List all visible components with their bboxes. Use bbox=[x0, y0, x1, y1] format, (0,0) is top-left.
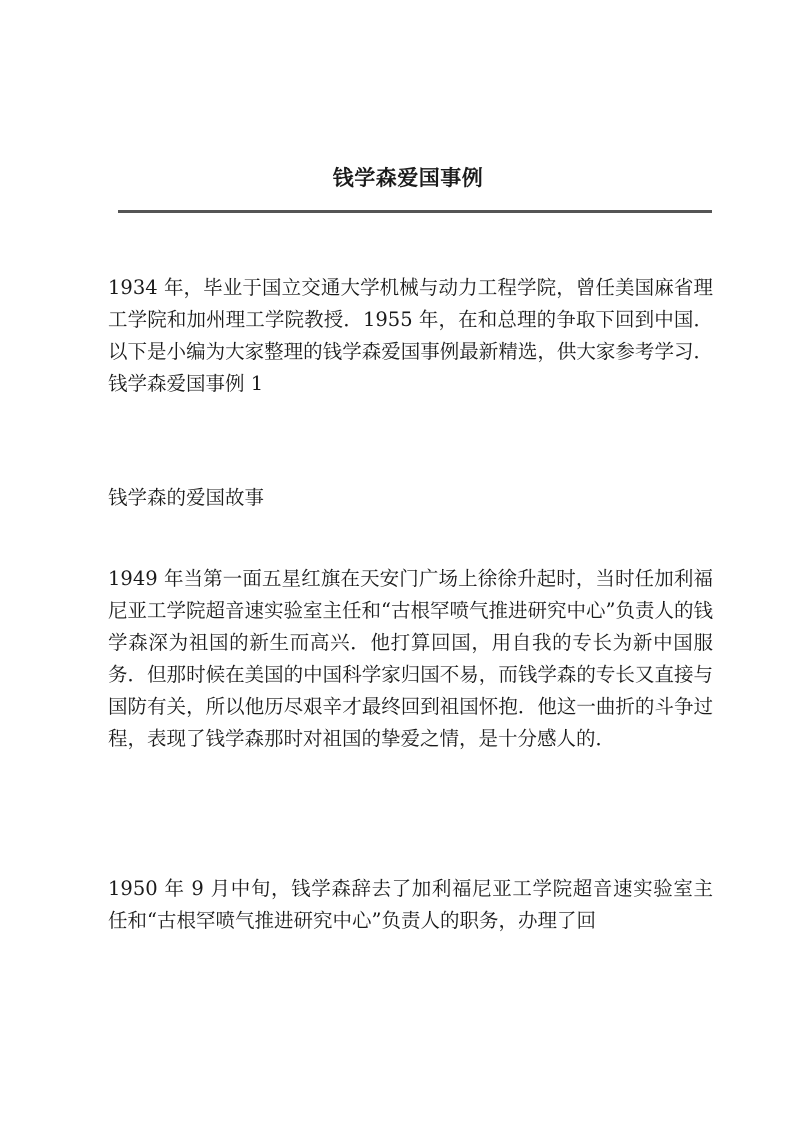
section-heading-text: 钱学森的爱国故事 bbox=[108, 486, 265, 509]
paragraph-story-1949 bbox=[108, 563, 713, 755]
section-heading bbox=[108, 482, 713, 514]
title-underline bbox=[118, 210, 712, 213]
paragraph-intro bbox=[108, 272, 713, 400]
paragraph-story-1950 bbox=[108, 873, 713, 937]
paragraph-text: 1949 年当第一面五星红旗在天安门广场上徐徐升起时，当时任加利福尼亚工学院超音速实验室主任和“古根罕喷气推进研究中心”负责人的钱学森深为祖国的新生而高兴．他打算回国，用自我的专长为新中国服务．但那时候在美国的中国科学家归国不易，而钱学森的专长又直接与国防有关，所以他历尽艰辛才最终回到祖国怀抱．他这一曲折的斗争过程，表现了钱学森那时对祖国的挚爱之情，是十分感人的． bbox=[108, 567, 713, 750]
document-title: 钱学森爱国事例 bbox=[332, 165, 484, 190]
paragraph-text: 1950 年 9 月中旬，钱学森辞去了加利福尼亚工学院超音速实验室主任和“古根罕喷气推进研究中心”负责人的职务，办理了回 bbox=[108, 877, 713, 932]
paragraph-text: 1934 年，毕业于国立交通大学机械与动力工程学院，曾任美国麻省理工学院和加州理工学院教授．1955 年，在和总理的争取下回到中国．以下是小编为大家整理的钱学森爱国事例最新精选，供大家参考学习．钱学森爱国事例 1 bbox=[108, 276, 713, 395]
